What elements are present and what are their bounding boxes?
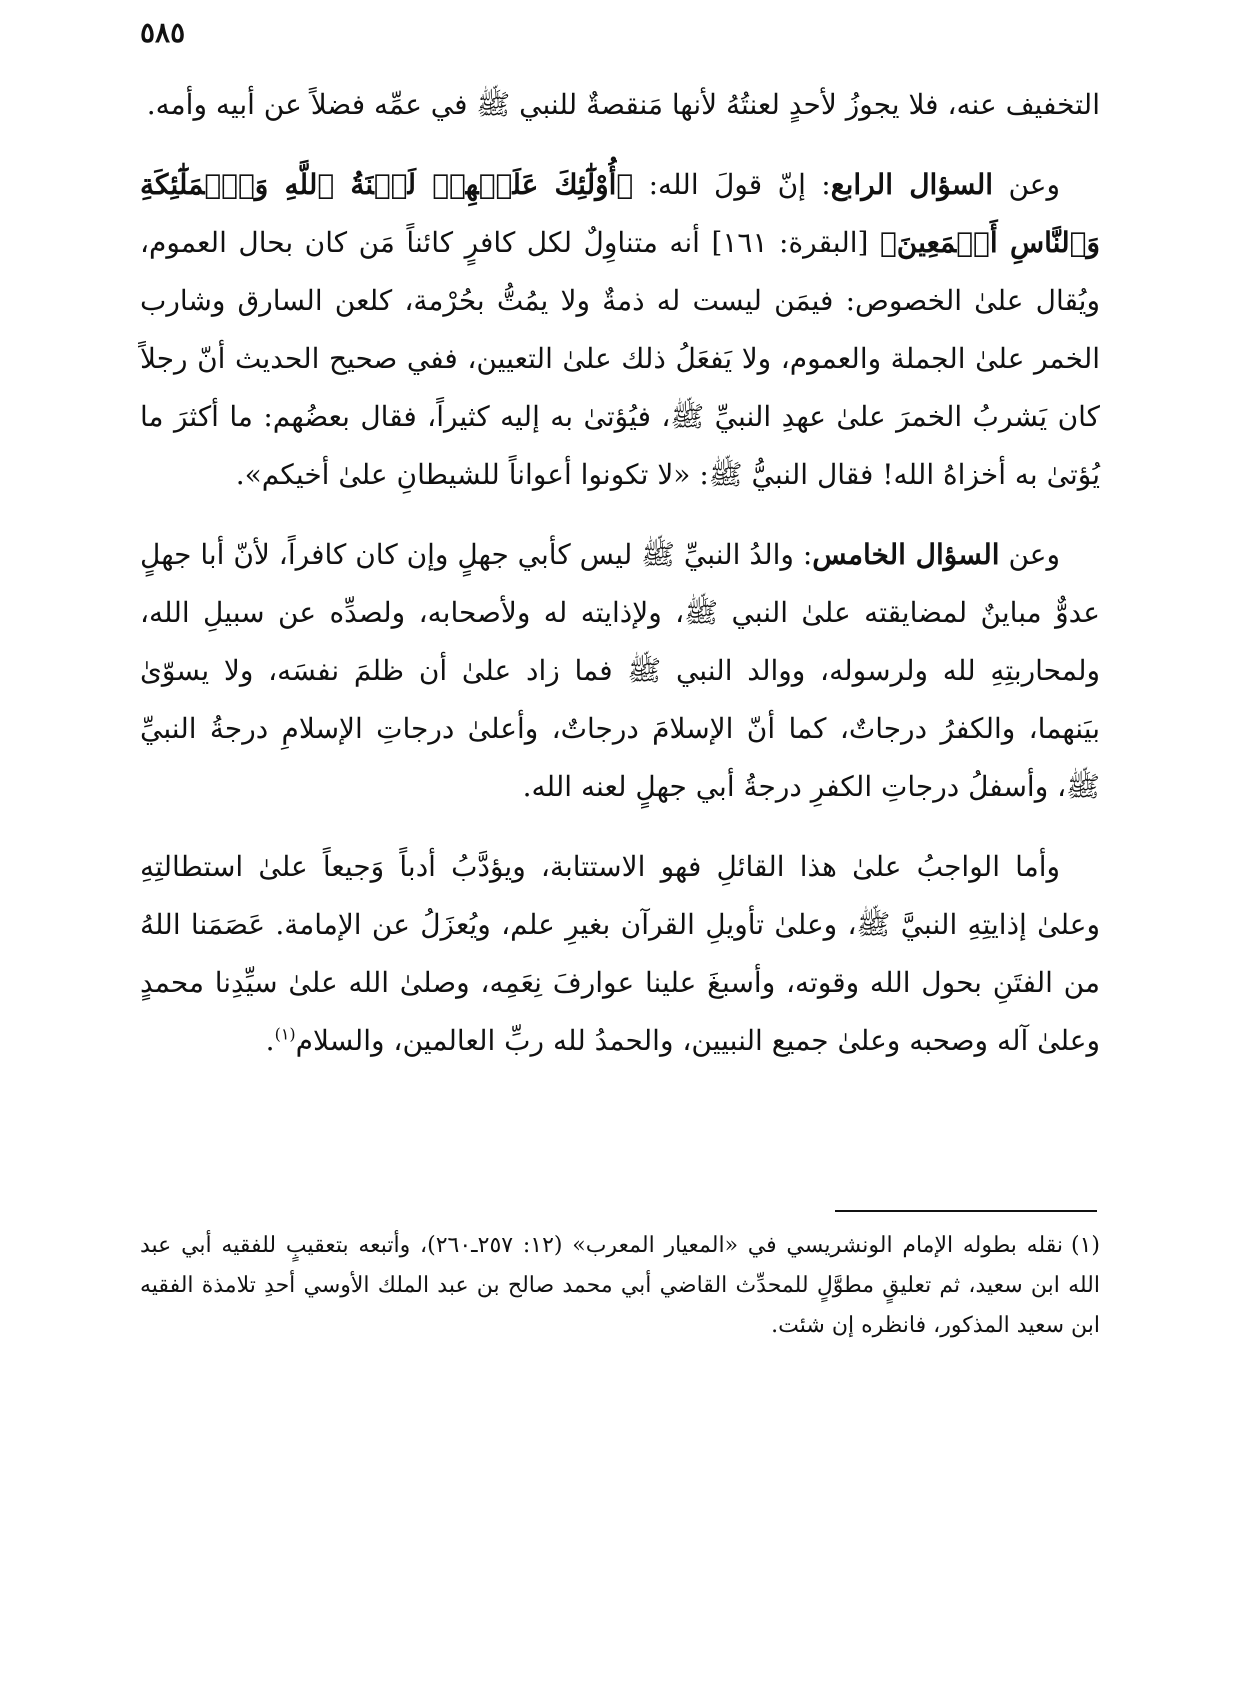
paragraph-2 xyxy=(140,156,1100,504)
paragraph-1-text: التخفيف عنه، فلا يجوزُ لأحدٍ لعنتُهُ لأنها مَنقصةٌ للنبي ﷺ في عمِّه فضلاً عن أبيه وأمه. xyxy=(146,88,1100,121)
paragraph-2-lead: وعن xyxy=(1008,168,1061,201)
paragraph-2-intro: : إنّ قولَ الله: xyxy=(633,168,831,201)
footnote-1 xyxy=(140,1226,1100,1346)
main-text xyxy=(140,76,1100,1092)
footnote-1-text: نقله بطوله الإمام الونشريسي في «المعيار المعرب» (١٢: ٢٥٧ـ٢٦٠)، وأتبعه بتعقيبٍ للفقيه أبي عبد الله ابن سعيد، ثم تعليقٍ مطوَّلٍ للمحدِّث القاضي أبي محمد صالح بن عبد الملك الأوسي أحدِ تلامذة الفقيه ابن سعيد المذكور، فانظره إن شئت. xyxy=(140,1233,1100,1338)
quran-verse: ﴿أُوْلَٰٓئِكَ عَلَيۡهِمۡ لَعۡنَةُ ٱللَّهِ وَٱلۡمَلَٰٓئِكَةِ وَٱلنَّاسِ أَجۡمَعِينَ﴾ xyxy=(140,168,1100,259)
footnote-divider xyxy=(835,1210,1097,1212)
footnote-reference[interactable]: (١) xyxy=(274,1024,296,1044)
paragraph-4 xyxy=(140,838,1100,1070)
paragraph-4-text: وأما الواجبُ علىٰ هذا القائلِ فهو الاستتابة، ويؤدَّبُ أدباً وَجيعاً علىٰ استطالتِهِ وعلىٰ إذايتِهِ النبيَّ ﷺ، وعلىٰ تأويلِ القرآن بغيرِ علم، ويُعزَلُ عن الإمامة. عَصَمَنا اللهُ من الفتَنِ بحول الله وقوته، وأسبغَ علينا عوارفَ نِعَمِه، وصلىٰ الله علىٰ سيِّدِنا محمدٍ وعلىٰ آله وصحبه وعلىٰ جميع النبيين، والحمدُ لله ربِّ العالمين، والسلام xyxy=(140,850,1100,1057)
paragraph-3-lead: وعن xyxy=(1008,538,1060,571)
paragraph-4-end: . xyxy=(265,1024,275,1057)
page-number: ٥٨٥ xyxy=(140,16,186,49)
paragraph-3-rest: : والدُ النبيِّ ﷺ ليس كأبي جهلٍ وإن كان كافراً، لأنّ أبا جهلٍ عدوٌّ مباينٌ لمضايقته علىٰ النبي ﷺ، ولإذايته له ولأصحابه، ولصدِّه عن سبيلِ الله، ولمحاربتِهِ لله ولرسوله، ووالد النبي ﷺ فما زاد علىٰ أن ظلمَ نفسَه، ولا يسوّىٰ بيَنهما، والكفرُ درجاتٌ، كما أنّ الإسلامَ درجاتٌ، وأعلىٰ درجاتِ الإسلامِ درجةُ النبيِّ ﷺ، وأسفلُ درجاتِ الكفرِ درجةُ أبي جهلٍ لعنه الله. xyxy=(140,538,1100,803)
paragraph-2-rest: [البقرة: ١٦١] أنه متناوِلٌ لكل كافرٍ كائناً مَن كان بحال العموم، ويُقال علىٰ الخصوص: فيمَن ليست له ذمةٌ ولا يمُتُّ بحُرْمة، كلعن السارق وشارب الخمر علىٰ الجملة والعموم، ولا يَفعَلُ ذلك علىٰ التعيين، ففي صحيح الحديث أنّ رجلاً كان يَشربُ الخمرَ علىٰ عهدِ النبيِّ ﷺ، فيُؤتىٰ به إليه كثيراً، فقال بعضُهم: ما أكثرَ ما يُؤتىٰ به أخزاهُ الله! فقال النبيُّ ﷺ: «لا تكونوا أعواناً للشيطانِ علىٰ أخيكم». xyxy=(140,226,1100,491)
footnote-1-marker: (١) xyxy=(1071,1233,1101,1258)
paragraph-1 xyxy=(140,76,1100,134)
paragraph-3-heading: السؤال الخامس xyxy=(812,538,1000,571)
paragraph-3 xyxy=(140,526,1100,816)
footnotes xyxy=(140,1226,1100,1346)
paragraph-2-heading: السؤال الرابع xyxy=(830,168,994,201)
